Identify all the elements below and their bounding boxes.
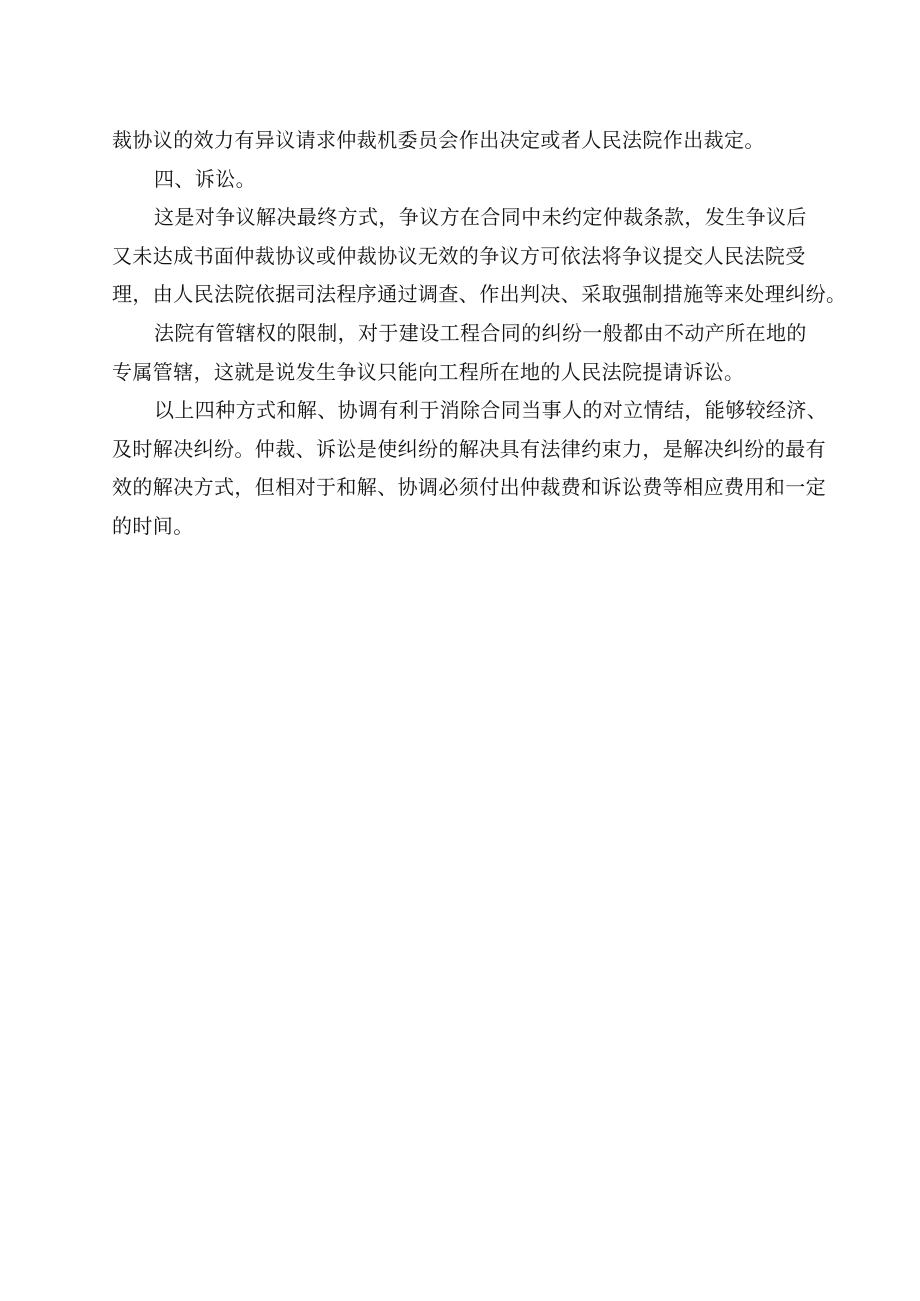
section-heading: 四、诉讼。 <box>154 166 256 191</box>
paragraph-heading-litigation <box>112 160 812 199</box>
text-line: 法院有管辖权的限制，对于建设工程合同的纠纷一般都由不动产所在地的 <box>154 320 807 345</box>
paragraph-litigation-definition <box>112 198 847 314</box>
text-line: 及时解决纠纷。仲裁、诉讼是使纠纷的解决具有法律约束力，是解决纠纷的最有 <box>112 436 826 461</box>
text-line: 的时间。 <box>112 513 194 538</box>
paragraph-summary <box>112 391 828 545</box>
text-line: 又未达成书面仲裁协议或仲裁协议无效的争议方可依法将争议提交人民法院受 <box>112 243 806 268</box>
text-line: 专属管辖，这就是说发生争议只能向工程所在地的人民法院提请诉讼。 <box>112 359 745 384</box>
text-line: 效的解决方式，但相对于和解、协调必须付出仲裁费和诉讼费等相应费用和一定 <box>112 475 826 500</box>
text-line: 以上四种方式和解、协调有利于消除合同当事人的对立情结，能够较经济、 <box>154 398 828 423</box>
paragraph-jurisdiction <box>112 314 812 391</box>
paragraph-continuation <box>112 121 812 160</box>
text-line: 这是对争议解决最终方式，争议方在合同中未约定仲裁条款，发生争议后 <box>154 205 807 230</box>
text-line: 裁协议的效力有异议请求仲裁机委员会作出决定或者人民法院作出裁定。 <box>112 128 765 152</box>
document-body <box>112 121 847 546</box>
text-line: 理，由人民法院依据司法程序通过调查、作出判决、采取强制措施等来处理纠纷。 <box>112 282 847 307</box>
